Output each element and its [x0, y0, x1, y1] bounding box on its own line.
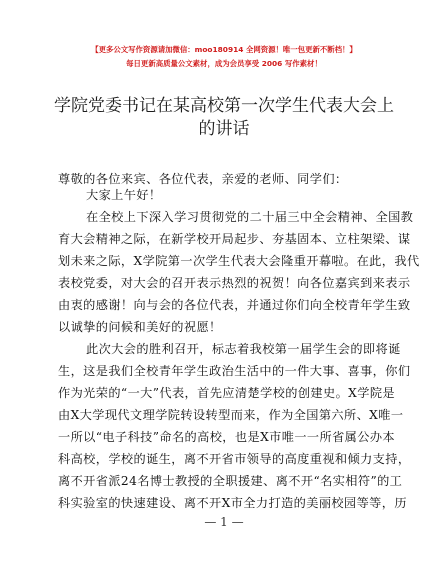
- paragraph-line: 由衷的感谢！向与会的各位代表，并通过你们向全校青年学生致: [58, 298, 411, 312]
- paragraph-line: 以诚挚的问候和美好的祝愿！: [58, 320, 222, 334]
- paragraph-line: 生，这是我们全校青年学生政治生活中的一件大事、喜事，你们: [58, 364, 411, 378]
- salutation: 尊敬的各位来宾、各位代表，亲爱的老师、同学们：: [58, 172, 348, 186]
- document-title-line-1: 学院党委书记在某高校第一次学生代表大会上: [54, 96, 394, 116]
- paragraph-line: 表校党委，对大会的召开表示热烈的祝贺！向各位嘉宾到来表示: [58, 276, 411, 290]
- paragraph-line: 划未来之际，X学院第一次学生代表大会隆重开幕啦。在此，我代: [58, 254, 420, 268]
- paragraph-line: 育大会精神之际，在新学校开局起步、夯基固本、立柱架梁、谋: [58, 232, 411, 246]
- paragraph-line: 作为光荣的“一大”代表，首先应清楚学校的创建史。X学院是: [58, 386, 396, 400]
- paragraph-line: 此次大会的胜利召开，标志着我校第一届学生会的即将诞: [86, 342, 401, 356]
- paragraph-line: 在全校上下深入学习贯彻党的二十届三中全会精神、全国教: [86, 210, 414, 224]
- greeting: 大家上午好！: [86, 188, 162, 202]
- promo-banner-line-1: 【更多公文写作资源请加微信：moo180914 全网资源！唯一包更新不断档！】: [91, 45, 357, 54]
- paragraph-line: 由X大学现代文理学院转设转型而来，作为全国第六所、X唯一: [58, 408, 404, 422]
- paragraph-line: 离不开省派24名博士教授的全职援建、离不开“名实相符”的工: [58, 474, 403, 488]
- paragraph-line: 科高校，学校的诞生，离不开省市领导的高度重视和倾力支持，: [58, 452, 411, 466]
- paragraph-line: 科实验室的快速建设、离不开X市全力打造的美丽校园等等，历: [58, 496, 407, 510]
- promo-banner-line-2: 每日更新高质量公文素材，成为会员享受 2006 写作素材！: [126, 59, 322, 68]
- paragraph-line: 一所以“电子科技”命名的高校，也是X市唯一一所省属公办本: [58, 430, 396, 444]
- page-number: — 1 —: [204, 515, 244, 529]
- document-title-line-2: 的讲话: [198, 119, 250, 139]
